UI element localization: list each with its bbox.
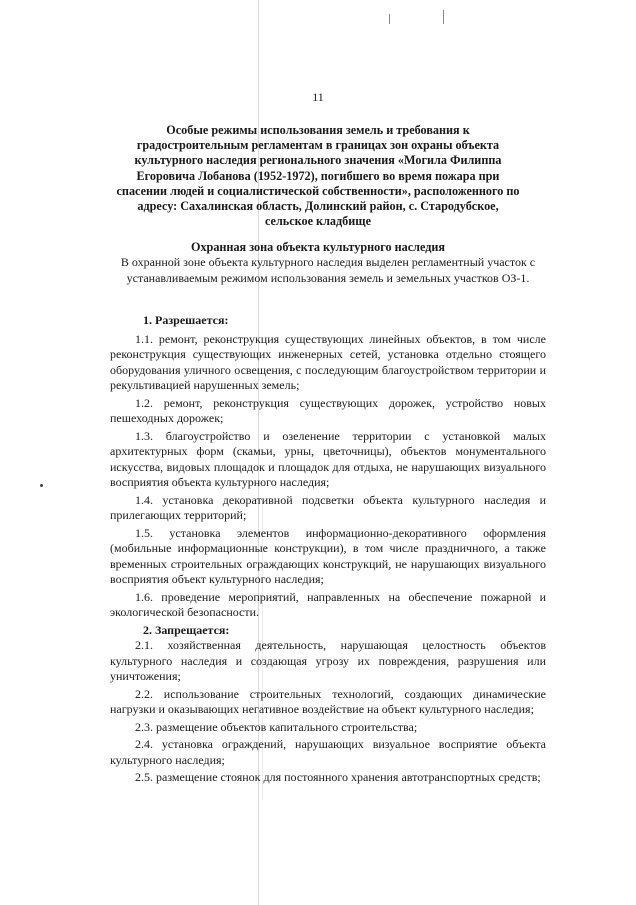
forbidden-item: 2.1. хозяйственная деятельность, нарушающая целостность объектов культурного наследия и создающая угрозу их повреждения, разрушения или уничтожения;: [110, 638, 546, 683]
title-line: адресу: Сахалинская область, Долинский район, с. Стародубское,: [137, 199, 499, 214]
forbidden-item: 2.2. использование строительных технологий, создающих динамические нагрузки и оказывающих негативное воздействие на объект культурного наследия;: [110, 686, 546, 716]
document-title: [100, 123, 536, 229]
document-body: [110, 313, 546, 788]
allowed-item: 1.5. установка элементов информационно-декоративного оформления (мобильные информационные конструкции), в том числе праздничного, а также временных строительных ограждающих конструкций, не нарушающих визуального восприятия объект культурного наследия;: [110, 525, 546, 586]
title-line: градостроительным регламентам в границах зон охраны объекта: [136, 138, 500, 153]
page-number: 11: [312, 90, 324, 104]
title-line: Егоровича Лобанова (1952-1972), погибшего во время пожара при: [136, 168, 500, 183]
forbidden-item: 2.4. установка ограждений, нарушающих визуальное восприятие объекта культурного наследия;: [110, 737, 546, 767]
title-line: культурного наследия регионального значения «Могила Филиппа: [134, 153, 502, 168]
scan-speck: [40, 484, 43, 487]
zone-intro: В охранной зоне объекта культурного наследия выделен регламентный участок с устанавливаемым режимом использования земель и земельных участков ОЗ-1.: [120, 255, 536, 285]
zone-title: Охранная зона объекта культурного наследия: [190, 240, 446, 254]
forbidden-item: 2.5. размещение стоянок для постоянного хранения автотранспортных средств;: [135, 770, 541, 784]
scan-mark: [443, 10, 444, 24]
allowed-item: 1.4. установка декоративной подсветки объекта культурного наследия и прилегающих территорий;: [110, 492, 546, 522]
allowed-item: 1.3. благоустройство и озеленение территории с установкой малых архитектурных форм (скамьи, урны, цветочницы), объектов монументального искусства, видовых площадок и площадок для отдыха, не нарушающих визуального восприятия объекта культурного наследия;: [110, 428, 546, 489]
title-line: спасении людей и социалистической собственности», расположенного по: [116, 183, 520, 198]
allowed-item: 1.2. ремонт, реконструкция существующих дорожек, устройство новых пешеходных дорожек;: [110, 395, 546, 425]
title-line: Особые режимы использования земель и требования к: [166, 123, 470, 137]
allowed-heading: 1. Разрешается:: [143, 313, 229, 327]
forbidden-item: 2.3. размещение объектов капитального строительства;: [135, 719, 418, 734]
scan-mark: [389, 14, 390, 24]
forbidden-heading: 2. Запрещается:: [143, 622, 230, 637]
title-line: сельское кладбище: [264, 214, 371, 229]
allowed-item: 1.6. проведение мероприятий, направленных на обеспечение пожарной и экологической безопасности.: [110, 589, 546, 619]
allowed-item: 1.1. ремонт, реконструкция существующих линейных объектов, в том числе реконструкция существующих инженерных сетей, установка отдельно стоящего оборудования уличного освещения, с последующим благоустройством территории и рекультивацией нарушенных земель;: [110, 331, 546, 392]
